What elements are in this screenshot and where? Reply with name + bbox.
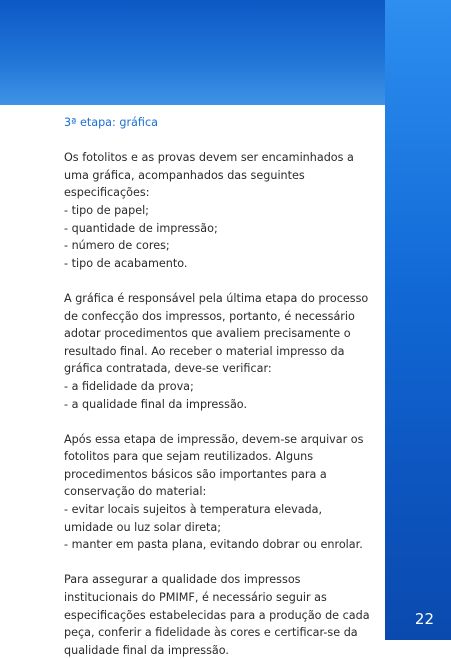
paragraph-2: A gráfica é responsável pela última etapa do processo de confecção dos impressos, portanto, é necessário adotar procedimentos que avaliem precisamente o resultado final. Ao receber o material impresso da gráfica contratada, deve-se verificar:: [64, 291, 369, 376]
list-item: - tipo de acabamento.: [64, 256, 188, 270]
list-item: - manter em pasta plana, evitando dobrar ou enrolar.: [64, 538, 363, 552]
list-item: - evitar locais sujeitos à temperatura elevada, umidade ou luz solar direta;: [64, 503, 323, 534]
main-content: [64, 114, 374, 659]
section-heading: 3ª etapa: gráfica: [64, 116, 158, 129]
header-band: [0, 0, 385, 105]
paragraph-4: Para assegurar a qualidade dos impressos institucionais do PMIMF, é necessário seguir as especificações estabelecidas para a produção de cada peça, conferir a fidelidade às cores e certificar-se da qualidade final da impressão.: [64, 573, 370, 657]
page-number: 22: [414, 610, 434, 628]
list-item: - número de cores;: [64, 239, 170, 253]
list-item: - a fidelidade da prova;: [64, 379, 194, 393]
list-item: - quantidade de impressão;: [64, 221, 218, 235]
side-band: [385, 0, 451, 640]
paragraph-3: Após essa etapa de impressão, devem-se arquivar os fotolitos para que sejam reutilizados. Alguns procedimentos básicos são importantes para a conservação do material:: [64, 432, 364, 499]
list-item: - a qualidade final da impressão.: [64, 397, 247, 411]
list-item: - tipo de papel;: [64, 203, 149, 217]
paragraph-1: Os fotolitos e as provas devem ser encaminhados a uma gráfica, acompanhados das seguintes especificações:: [64, 151, 354, 200]
